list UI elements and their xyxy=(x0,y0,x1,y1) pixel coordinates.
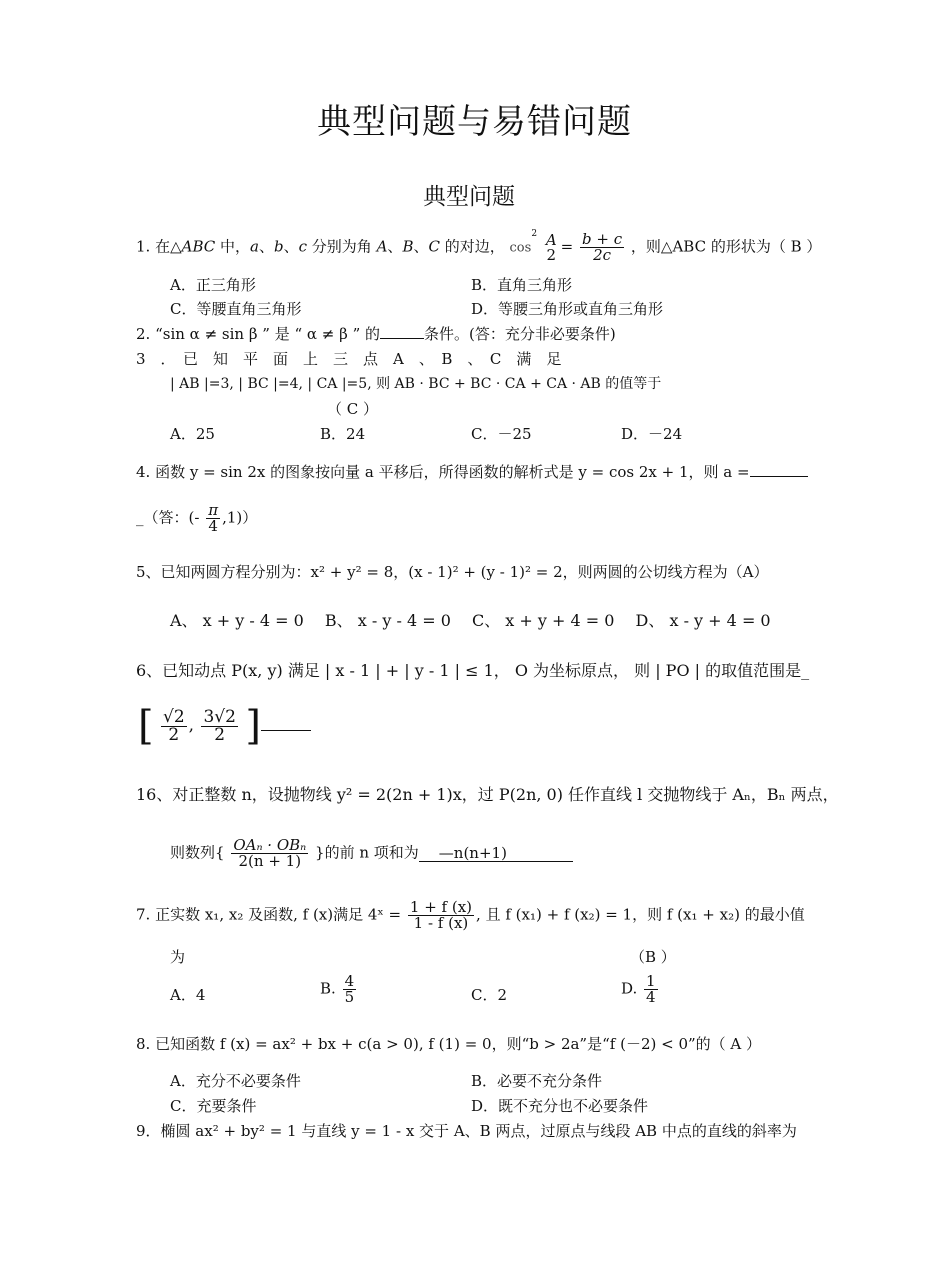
q8-option-b: B．必要不充分条件 xyxy=(471,1072,603,1090)
q1-option-d: D．等腰三角形或直角三角形 xyxy=(471,300,664,318)
fraction-pi-over-4: $\frac{\pi}{4}$ xyxy=(208,501,219,535)
q3-option-a: A．25 xyxy=(170,425,215,443)
question-2: 2. “sin α ≠ sin β ” 是 “ α ≠ β ” 的 条件。(答：充分非必要条件) xyxy=(136,325,616,343)
q7-option-c: C．2 xyxy=(471,986,508,1004)
question-8: 8. 已知函数 f (x) = ax² + bx + c(a > 0), f (1) = 0，则“b > 2a”是“f (－2) < 0”的（ A ） xyxy=(136,1035,762,1053)
fraction-b-plus-c: $\frac{b + c}{2c}$ xyxy=(582,230,623,264)
question-7: 7. 正实数 x₁, x₂ 及函数, f (x)满足 4ˣ = $\frac{1 + f (x)}{1 - f (x)}$ , 且 f (x₁) + f (x₂) = 1，则 f (x₁ + x₂) 的最小值 xyxy=(136,898,805,932)
fraction-half-angle: A 2 xyxy=(545,230,557,264)
question-3-line-1: 3 ． 已 知 平 面 上 三 点 A 、 B 、 C 满 足 xyxy=(136,350,562,368)
q1-option-b: B．直角三角形 xyxy=(471,276,573,294)
question-7-wei: 为 xyxy=(170,948,186,966)
question-1: 1. 在△ABC 中，a、b、c 分别为角 A、B、C 的对边， $\cos^2$ A 2 = $\frac{b + c}{2c}$ ，则△ABC 的形状为（ B ） xyxy=(136,229,822,264)
q8-option-a: A．充分不必要条件 xyxy=(170,1072,301,1090)
question-5-options: A、 x + y - 4 = 0 B、 x - y - 4 = 0 C、 x + y + 4 = 0 D、 x - y + 4 = 0 xyxy=(170,611,771,630)
fraction-fx: $\frac{1 + f (x)}{1 - f (x)}$ xyxy=(409,898,473,932)
question-5: 5、已知两圆方程分别为：x² + y² = 8，(x - 1)² + (y - 1)² = 2，则两圆的公切线方程为（A） xyxy=(136,563,769,581)
q3-option-d: D．－24 xyxy=(621,425,683,443)
q7-option-a: A．4 xyxy=(170,986,206,1004)
question-16: 16、对正整数 n，设抛物线 y² = 2(2n + 1)x，过 P(2n, 0) 任作直线 l 交抛物线于 Aₙ，Bₙ 两点， xyxy=(136,785,839,804)
question-9: 9．椭圆 ax² + by² = 1 与直线 y = 1 - x 交于 A、B 两点，过原点与线段 AB 中点的直线的斜率为 xyxy=(136,1122,797,1140)
question-3-line-2: | AB |=3, | BC |=4, | CA |=5, 则 AB · BC + BC · CA + CA · AB 的值等于 xyxy=(170,376,662,392)
q1-option-c: C．等腰直角三角形 xyxy=(170,300,302,318)
fraction-dot-product: $\frac{\text{OAₙ · OBₙ}}{2(n + 1)}$ xyxy=(233,836,307,870)
q3-option-b: B．24 xyxy=(320,425,366,443)
answer-blank: —n(n+1) xyxy=(419,846,573,862)
page-title: 典型问题与易错问题 xyxy=(317,102,632,142)
question-4: 4. 函数 y = sin 2x 的图象按向量 a 平移后，所得函数的解析式是 y = cos 2x + 1，则 a = xyxy=(136,465,808,480)
question-4-answer: _（答：(- $\frac{\pi}{4}$ ,1)） xyxy=(136,501,258,535)
question-7-answer: （B ） xyxy=(630,948,676,966)
q8-option-c: C．充要条件 xyxy=(170,1097,257,1115)
q8-option-d: D．既不充分也不必要条件 xyxy=(471,1097,649,1115)
question-6-answer: [ $\frac{√2}{2}$ , $\frac{3√2}{2}$ ] xyxy=(138,706,311,746)
answer-blank xyxy=(750,476,808,477)
q1-option-a: A．正三角形 xyxy=(170,276,256,294)
section-heading: 典型问题 xyxy=(423,184,515,210)
q3-option-c: C．－25 xyxy=(471,425,532,443)
answer-blank xyxy=(261,730,311,731)
question-16-series: 则数列{ $\frac{\text{OAₙ · OBₙ}}{2(n + 1)}$ }的前 n 项和为 —n(n+1) xyxy=(170,838,573,869)
q7-option-b: B. $\frac{4}{5}$ xyxy=(320,972,355,1006)
q7-option-d: D. $\frac{1}{4}$ xyxy=(621,972,656,1006)
question-3-answer: （ C ） xyxy=(327,400,379,418)
question-6: 6、已知动点 P(x, y) 满足 | x - 1 | + | y - 1 | ≤ 1， O 为坐标原点， 则 | PO | 的取值范围是_ xyxy=(136,661,810,680)
answer-blank xyxy=(380,338,424,339)
